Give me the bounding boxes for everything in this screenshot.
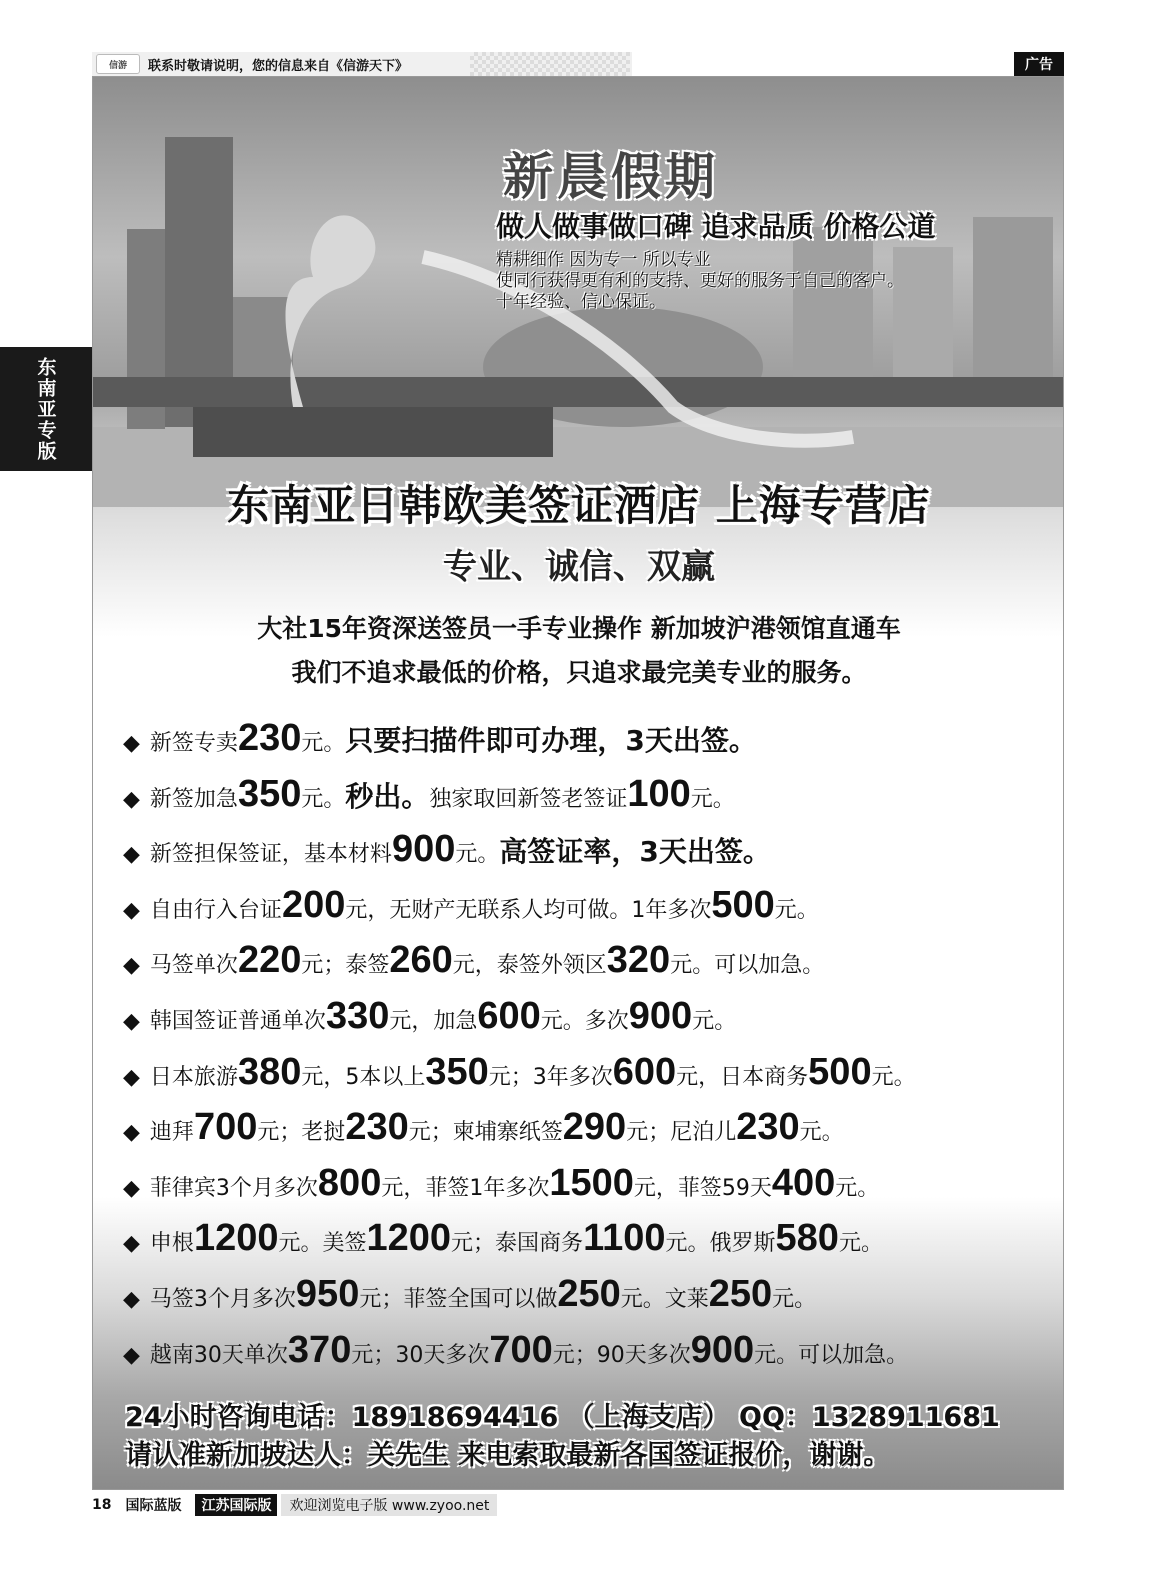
intro-line-1: 大社15年资深送签员一手专业操作 新加坡沪港领馆直通车 (257, 614, 901, 643)
price-text: 越南30天单次 (149, 1342, 288, 1368)
price-text: 元。文莱 (620, 1287, 709, 1312)
top-notice-text: 联系时敬请说明，您的信息来自《信游天下》 (148, 58, 409, 74)
price-text: 元；90天多次 (552, 1342, 691, 1368)
side-section-tab: 东南亚专版 (0, 347, 92, 471)
price-value: 900 (628, 995, 693, 1037)
price-text: 元。俄罗斯 (665, 1231, 776, 1257)
price-item (123, 1051, 916, 1101)
price-item (123, 717, 757, 767)
price-text: 元。 (301, 786, 346, 812)
price-item (123, 939, 824, 989)
tagline-1: 精耕细作 因为专一 所以专业 (496, 250, 711, 270)
section-name: 国际蓝版 (125, 1498, 182, 1514)
price-text: 元，菲签1年多次 (381, 1175, 550, 1201)
price-item (123, 1329, 908, 1379)
price-text: 元，无财产无联系人均可做。1年多次 (345, 897, 712, 923)
price-text: 元。 (692, 1009, 737, 1034)
price-value: 600 (612, 1050, 677, 1093)
bullet-diamond-icon: ◆ (123, 1175, 140, 1201)
price-value: 1500 (549, 1161, 634, 1204)
price-text: 元；30天多次 (351, 1342, 490, 1368)
price-text: 元，5本以上 (301, 1064, 426, 1090)
price-item (123, 773, 735, 823)
price-text: 高签证率，3天出签。 (499, 835, 771, 869)
price-text: 新签担保签证，基本材料 (149, 842, 392, 868)
tagline-2: 使同行获得更有利的支持、更好的服务于自己的客户。 (496, 271, 904, 291)
intro-line-2: 我们不追求最低的价格，只追求最完美专业的服务。 (291, 658, 867, 687)
price-text: 元；泰签 (301, 953, 390, 979)
brand-name: 新晨假期 (503, 148, 719, 206)
magazine-logo: 信游 (96, 54, 140, 74)
price-text: 菲律宾3个月多次 (149, 1175, 318, 1201)
price-text: 新签加急 (149, 786, 238, 812)
contact-person: 请认准新加坡达人：关先生 来电索取最新各国签证报价，谢谢。 (125, 1440, 891, 1471)
price-text: 独家取回新签老签证 (429, 786, 628, 812)
price-text: 元；菲签全国可以做 (359, 1287, 558, 1312)
price-value: 400 (771, 1161, 836, 1204)
price-value: 320 (606, 939, 671, 982)
price-text: 元，泰签外领区 (452, 953, 607, 979)
price-item (123, 1217, 883, 1267)
price-value: 1100 (583, 1217, 666, 1260)
price-item (123, 1162, 879, 1212)
price-value: 370 (287, 1328, 352, 1371)
price-value: 1200 (366, 1217, 452, 1260)
bullet-diamond-icon: ◆ (123, 1009, 140, 1034)
price-value: 230 (237, 717, 302, 759)
bullet-diamond-icon: ◆ (123, 897, 140, 923)
price-item (123, 1106, 844, 1156)
price-item (123, 884, 819, 934)
contact-phone: 24小时咨询电话：18918694416 （上海支店） QQ：1328911681 (125, 1402, 1000, 1433)
price-value: 1200 (193, 1217, 279, 1260)
price-value: 500 (711, 883, 775, 926)
price-value: 100 (627, 772, 691, 815)
price-text: 秒出。 (345, 779, 430, 813)
brand-slogan: 做人做事做口碑 追求品质 价格公道 (496, 210, 936, 243)
bullet-diamond-icon: ◆ (123, 1342, 140, 1368)
price-text: 元，菲签59天 (633, 1175, 772, 1201)
price-value: 230 (345, 1106, 409, 1149)
price-item (123, 1273, 816, 1323)
price-text: 元。 (871, 1064, 916, 1090)
price-value: 250 (557, 1273, 621, 1315)
price-text: 迪拜 (149, 1120, 194, 1146)
bullet-diamond-icon: ◆ (123, 953, 140, 979)
bullet-diamond-icon: ◆ (123, 1231, 140, 1257)
ad-headline: 东南亚日韩欧美签证酒店 上海专营店 (227, 481, 931, 530)
price-value: 900 (391, 828, 456, 871)
price-value: 380 (237, 1050, 302, 1093)
price-text: 元。 (690, 786, 735, 812)
edition-name: 江苏国际版 (195, 1494, 277, 1516)
advertisement (92, 76, 1064, 1490)
price-text: 元；尼泊儿 (626, 1120, 737, 1146)
price-text: 元。 (772, 1287, 817, 1312)
bullet-diamond-icon: ◆ (123, 842, 140, 868)
price-value: 260 (389, 939, 453, 982)
bullet-diamond-icon: ◆ (123, 1064, 140, 1090)
price-text: 只要扫描件即可办理，3天出签。 (345, 724, 757, 757)
bullet-diamond-icon: ◆ (123, 1287, 140, 1312)
price-text: 元，日本商务 (676, 1064, 809, 1090)
price-text: 日本旅游 (149, 1064, 238, 1090)
price-text: 元。 (455, 842, 500, 868)
ad-label: 广告 (1014, 52, 1064, 76)
price-item (123, 828, 771, 878)
bullet-diamond-icon: ◆ (123, 1120, 140, 1146)
price-value: 580 (775, 1217, 839, 1260)
price-text: 元，加急 (389, 1009, 478, 1034)
ad-subheadline: 专业、诚信、双赢 (443, 547, 715, 587)
page-number: 18 (92, 1497, 112, 1513)
price-value: 350 (425, 1050, 489, 1093)
price-text: 元。美签 (278, 1231, 367, 1257)
price-value: 800 (317, 1161, 382, 1204)
price-text: 元。 (838, 1231, 883, 1257)
price-text: 元。多次 (540, 1009, 629, 1034)
price-text: 元。 (301, 731, 346, 756)
price-text: 元。 (835, 1175, 880, 1201)
price-text: 马签单次 (149, 953, 238, 979)
price-text: 元；3年多次 (488, 1064, 613, 1090)
bullet-diamond-icon: ◆ (123, 731, 140, 756)
price-text: 新签专卖 (149, 731, 238, 756)
price-value: 600 (477, 995, 541, 1037)
price-text: 元。 (799, 1120, 844, 1146)
price-value: 220 (237, 939, 302, 982)
price-value: 700 (489, 1328, 553, 1371)
price-text: 元；泰国商务 (451, 1231, 584, 1257)
price-text: 元；老挝 (257, 1120, 346, 1146)
bullet-diamond-icon: ◆ (123, 786, 140, 812)
page-footer (92, 1494, 497, 1516)
price-value: 330 (325, 995, 390, 1037)
price-text: 自由行入台证 (149, 897, 282, 923)
price-value: 230 (736, 1106, 800, 1149)
price-text: 马签3个月多次 (149, 1287, 296, 1312)
price-value: 500 (808, 1050, 872, 1093)
price-value: 200 (281, 883, 346, 926)
price-value: 350 (237, 772, 302, 815)
price-value: 250 (708, 1273, 773, 1315)
price-text: 元；柬埔寨纸签 (408, 1120, 563, 1146)
price-item (123, 995, 736, 1045)
price-value: 700 (193, 1106, 258, 1149)
price-text: 元。 (774, 897, 819, 923)
price-value: 950 (295, 1273, 360, 1315)
price-text: 元。可以加急。 (754, 1342, 909, 1368)
price-text: 元。可以加急。 (670, 953, 825, 979)
website-link[interactable]: 欢迎浏览电子版 www.zyoo.net (281, 1494, 497, 1516)
price-text: 韩国签证普通单次 (149, 1009, 326, 1034)
tagline-3: 十年经验、信心保证。 (496, 292, 666, 312)
price-text: 申根 (149, 1231, 194, 1257)
price-value: 290 (562, 1106, 627, 1149)
checker-pattern (470, 52, 630, 76)
price-value: 900 (690, 1328, 755, 1371)
